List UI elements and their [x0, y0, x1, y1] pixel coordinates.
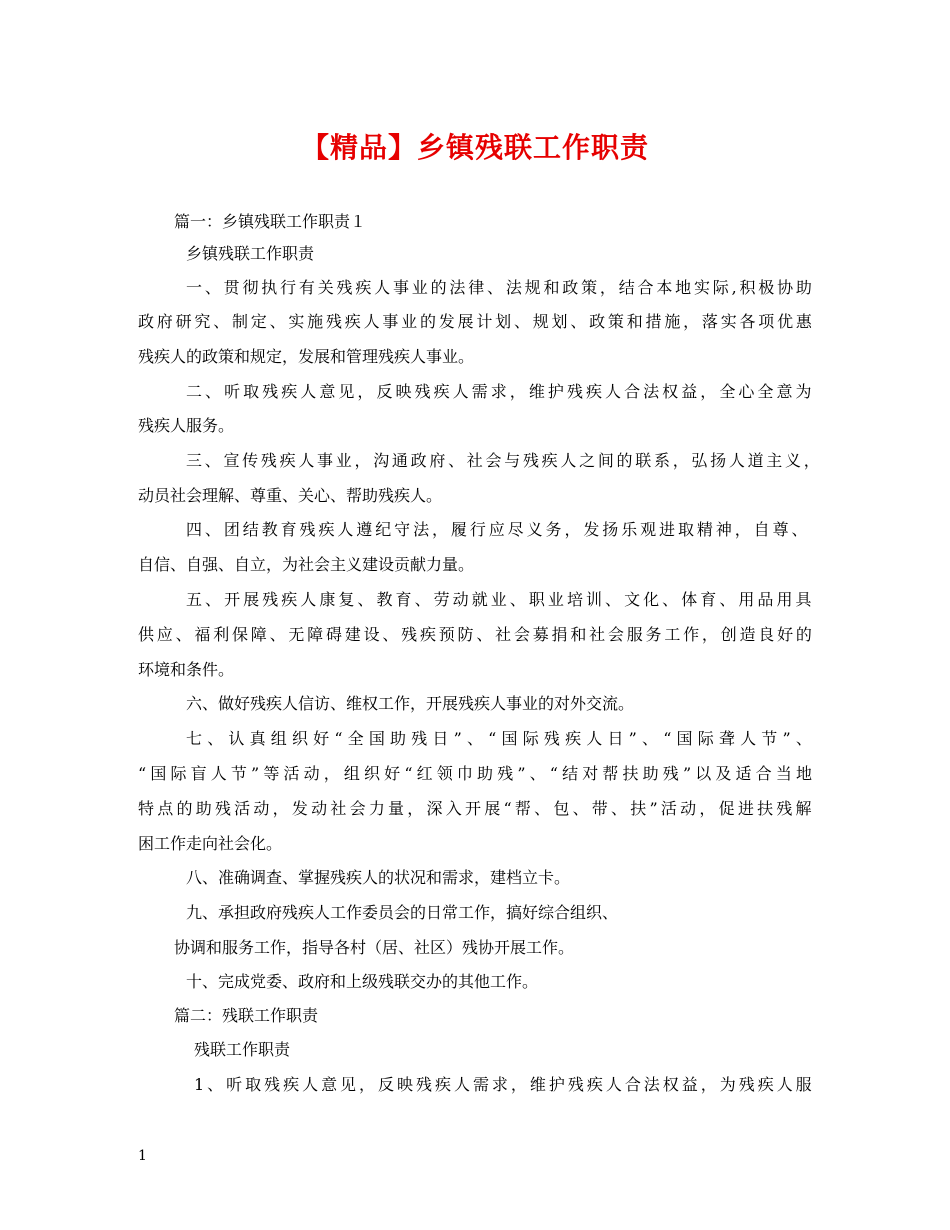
paragraph-line: 九、承担政府残疾人工作委员会的日常工作，搞好综合组织、: [186, 903, 619, 922]
paragraph-line: 特 点 的 助 残 活 动 ， 发 动 社 会 力 量 ， 深 入 开 展 “ 帮 、 包 、 带 、 扶 ” 活 动 ， 促 进 扶 残 解: [138, 799, 812, 818]
paragraph-line: 六、做好残疾人信访、维权工作，开展残疾人事业的对外交流。: [186, 694, 635, 713]
paragraph-line: 七 、 认 真 组 织 好 “ 全 国 助 残 日 ” 、 “ 国 际 残 疾 人 日 ” 、 “ 国 际 聋 人 节 ” 、: [186, 729, 812, 748]
paragraph-line: 协调和服务工作，指导各村（居、社区）残协开展工作。: [174, 938, 575, 957]
paragraph-line: “ 国 际 盲 人 节 ” 等 活 动 ， 组 织 好 “ 红 领 巾 助 残 ” 、 “ 结 对 帮 扶 助 残 ” 以 及 适 合 当 地: [138, 764, 812, 783]
paragraph-line: 四 、 团 结 教 育 残 疾 人 遵 纪 守 法 ， 履 行 应 尽 义 务 ， 发 扬 乐 观 进 取 精 神 ， 自 尊 、: [186, 520, 808, 539]
paragraph-line: 供 应 、 福 利 保 障 、 无 障 碍 建 设 、 残 疾 预 防 、 社 会 募 捐 和 社 会 服 务 工 作 ， 创 造 良 好 的: [138, 625, 812, 644]
paragraph-line: 十、完成党委、政府和上级残联交办的其他工作。: [186, 972, 539, 991]
paragraph-line: 1 、 听 取 残 疾 人 意 见 ， 反 映 残 疾 人 需 求 ， 维 护 残 疾 人 合 法 权 益 ， 为 残 疾 人 服: [194, 1075, 812, 1094]
paragraph-line: 八、准确调查、掌握残疾人的状况和需求，建档立卡。: [186, 868, 571, 887]
paragraph-line: 残疾人的政策和规定，发展和管理残疾人事业。: [138, 347, 475, 366]
document-title: 【精品】乡镇残联工作职责: [300, 131, 649, 164]
paragraph-line: 二 、 听 取 残 疾 人 意 见 ， 反 映 残 疾 人 需 求 ， 维 护 残 疾 人 合 法 权 益 ， 全 心 全 意 为: [186, 382, 812, 401]
paragraph-line: 三 、 宣 传 残 疾 人 事 业 ， 沟 通 政 府 、 社 会 与 残 疾 人 之 间 的 联 系 ， 弘 扬 人 道 主 义 ，: [186, 451, 820, 470]
subheading-1: 乡镇残联工作职责: [186, 244, 315, 263]
section-heading-1: 篇一：乡镇残联工作职责１: [174, 212, 367, 231]
paragraph-line: 困工作走向社会化。: [138, 834, 283, 853]
subheading-2: 残联工作职责: [194, 1040, 291, 1059]
paragraph-line: 动员社会理解、尊重、关心、帮助残疾人。: [138, 486, 443, 505]
paragraph-line: 自信、自强、自立，为社会主义建设贡献力量。: [138, 555, 475, 574]
paragraph-line: 环境和条件。: [138, 660, 235, 679]
paragraph-line: 五 、 开 展 残 疾 人 康 复 、 教 育 、 劳 动 就 业 、 职 业 培 训 、 文 化 、 体 育 、 用 品 用 具: [186, 590, 812, 609]
page-number: 1: [138, 1148, 147, 1164]
paragraph-line: 一 、 贯 彻 执 行 有 关 残 疾 人 事 业 的 法 律 、 法 规 和 政 策 ， 结 合 本 地 实 际 , 积 极 协 助: [186, 278, 812, 297]
section-heading-2: 篇二：残联工作职责: [174, 1006, 319, 1025]
paragraph-line: 政 府 研 究 、 制 定 、 实 施 残 疾 人 事 业 的 发 展 计 划 、 规 划 、 政 策 和 措 施 ， 落 实 各 项 优 惠: [138, 312, 812, 331]
paragraph-line: 残疾人服务。: [138, 416, 235, 435]
